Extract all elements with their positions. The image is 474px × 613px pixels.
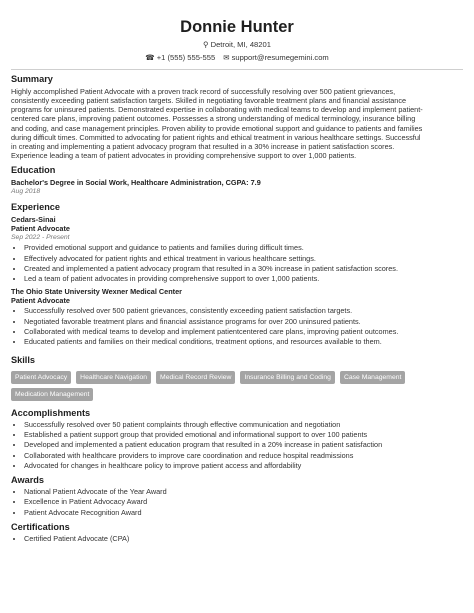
skills-list: [11, 371, 451, 401]
job-date: Sep 2022 - Present: [11, 234, 70, 242]
email-icon: ✉: [223, 53, 230, 62]
email-link[interactable]: support@resumegemini.com: [231, 53, 329, 62]
experience-heading: Experience: [11, 202, 61, 213]
job-bullet: • Led a team of patient advocates in providing comprehensive support to over 1,000 patients.: [24, 274, 463, 284]
accomplishment-item: • Collaborated with healthcare providers to improve care coordination and reduce hospital readmissions: [24, 451, 463, 461]
job-bullets: [11, 306, 463, 347]
job-entry: [11, 287, 463, 347]
summary-heading: Summary: [11, 74, 53, 84]
award-item: • National Patient Advocate of the Year Award: [24, 487, 463, 497]
awards-heading: Awards: [11, 475, 45, 486]
job-bullet: • Educated patients and families on their medical conditions, treatment options, and resources available to them.: [24, 337, 463, 347]
accomplishment-item: • Successfully resolved over 50 patient complaints through effective communication and negotiation: [24, 420, 463, 430]
accomplishment-item: • Established a patient support group that provided emotional and informational support to over 100 patients: [24, 430, 463, 440]
contact-info-row: [11, 53, 463, 63]
award-item: • Excellence in Patient Advocacy Award: [24, 497, 463, 507]
job-role: Patient Advocate: [11, 224, 70, 234]
education-degree: Bachelor's Degree in Social Work, Healthcare Administration, CGPA: 7.9: [11, 178, 261, 188]
skills-heading: Skills: [11, 354, 36, 365]
skill-tag: Patient Advocacy: [11, 371, 71, 384]
job-role: Patient Advocate: [11, 296, 70, 306]
skill-tag: Medical Record Review: [156, 371, 235, 384]
skill-tag: Insurance Billing and Coding: [240, 371, 335, 384]
phone-icon: ☎: [145, 53, 155, 62]
job-bullet: • Created and implemented a patient advocacy program that resulted in a 30% increase in patient satisfaction scores.: [24, 264, 463, 274]
education-heading: Education: [11, 165, 56, 176]
summary-line: in creating and implementing a patient advocacy program that resulted in a 30% increase in patient satisfaction scores.: [11, 141, 395, 151]
skill-tag: Case Management: [340, 371, 405, 384]
skill-tag: Healthcare Navigation: [76, 371, 151, 384]
job-entry: [11, 215, 463, 284]
awards-list: [11, 487, 463, 518]
accomplishment-item: • Advocated for changes in healthcare policy to improve patient access and affordability: [24, 461, 463, 471]
job-bullet: • Collaborated with medical teams to develop and implement patientcentered care plans, improving patient outcomes.: [24, 327, 463, 337]
summary-line: centered care plans, improving patient outcomes. Possesses a strong understanding of medical terminology, insurance billing: [11, 114, 416, 124]
certification-item: • Certified Patient Advocate (CPA): [24, 534, 463, 544]
skill-tag: Medication Management: [11, 388, 93, 401]
job-bullet: • Provided emotional support and guidance to patients and families during difficult times.: [24, 243, 463, 253]
header-divider: [11, 69, 463, 70]
accomplishments-heading: Accomplishments: [11, 407, 91, 418]
education-date: Aug 2018: [11, 188, 41, 196]
accomplishments-list: [11, 420, 463, 471]
summary-line: programs for uninsured patients. Demonstrated expertise in collaborating with medical teams to develop and implement patient-: [11, 105, 423, 115]
job-bullets: [11, 243, 463, 284]
job-bullet: • Negotiated favorable treatment plans and financial assistance programs for over 200 uninsured patients.: [24, 317, 463, 327]
location-pin-icon: ⚲: [203, 40, 209, 49]
summary-line: Experience leading a team of patient advocates in providing comprehensive support to over 1,000 patients.: [11, 151, 357, 161]
certifications-list: [11, 534, 463, 544]
summary-line: consistently exceeding patient satisfaction targets. Skilled in negotiating favorable treatment plans and financial assistance: [11, 96, 407, 106]
summary-line: during difficult times. Committed to advocating for patient rights and ethical treatment in various healthcare settings. Successful: [11, 132, 421, 142]
job-bullet: • Effectively advocated for patient rights and ethical treatment in various healthcare settings.: [24, 254, 463, 264]
location-text: Detroit, MI, 48201: [210, 40, 271, 49]
contact-location-row: [11, 40, 463, 50]
award-item: • Patient Advocate Recognition Award: [24, 508, 463, 518]
job-bullet: • Successfully resolved over 500 patient grievances, consistently exceeding patient satisfaction targets.: [24, 306, 463, 316]
job-company: Cedars-Sinai: [11, 215, 56, 225]
certifications-heading: Certifications: [11, 522, 70, 532]
summary-text: [11, 87, 463, 160]
accomplishment-item: • Developed and implemented a patient education program that resulted in a 20% increase in patient satisfaction: [24, 440, 463, 450]
phone-text: +1 (555) 555-555: [156, 53, 216, 62]
summary-line: and coding, and case management principles. Proven ability to provide emotional support and guidance to patients and families: [11, 123, 423, 133]
summary-line: Highly accomplished Patient Advocate with a proven track record of successfully resolving over 500 patient grievances,: [11, 87, 396, 96]
resume-name: Donnie Hunter: [180, 18, 294, 36]
job-company: The Ohio State University Wexner Medical Center: [11, 287, 182, 297]
